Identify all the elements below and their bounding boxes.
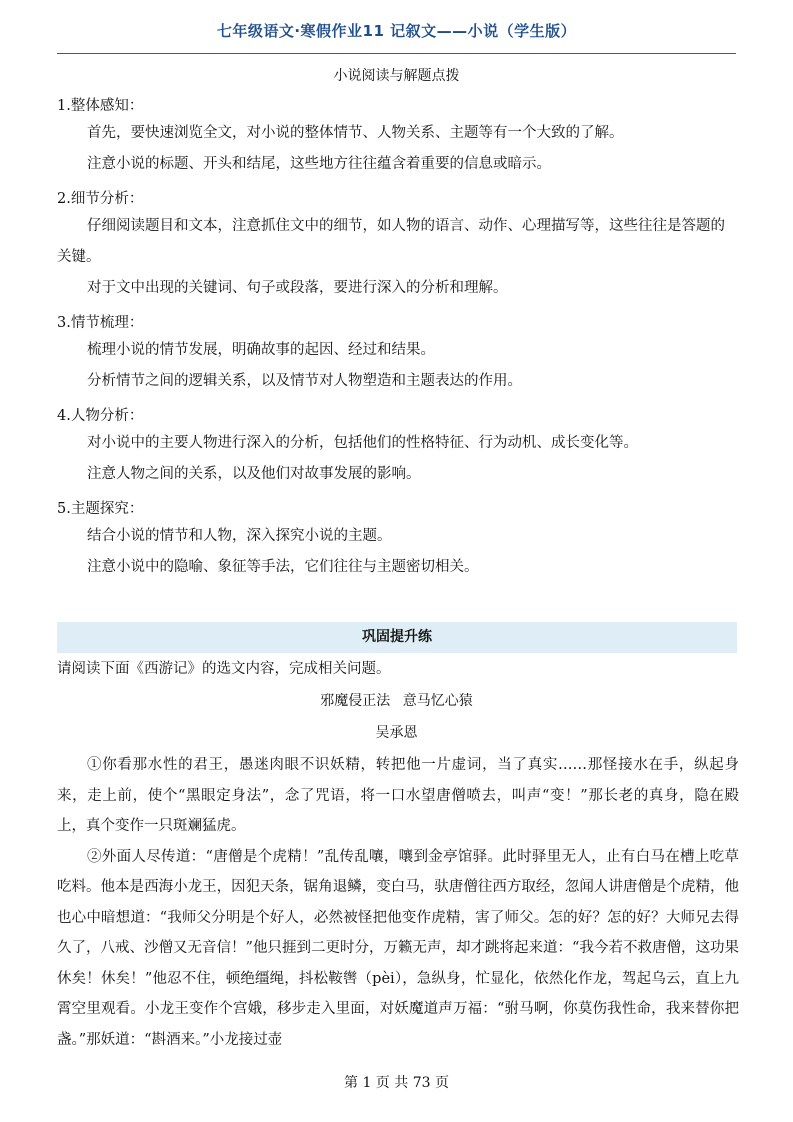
page-number: 第 1 页 共 73 页 [344, 1075, 449, 1091]
guide-item-1 [57, 94, 737, 180]
section-title: 小说阅读与解题点拨 [333, 68, 460, 84]
guide-paragraph: 注意小说中的隐喻、象征等手法，它们往往与主题密切相关。 [87, 559, 479, 575]
guide-paragraph: 分析情节之间的逻辑关系，以及情节对人物塑造和主题表达的作用。 [87, 373, 522, 389]
guide-paragraph: 首先，要快速浏览全文，对小说的整体情节、人物关系、主题等有一个大致的了解。 [87, 125, 624, 141]
guide-heading: 1.整体感知： [57, 98, 144, 114]
guide-content [57, 94, 737, 583]
story-author: 吴承恩 [375, 725, 418, 741]
guide-item-2 [57, 187, 737, 304]
guide-paragraph: 注意人物之间的关系，以及他们对故事发展的影响。 [87, 466, 421, 482]
reading-instruction: 请阅读下面《西游记》的选文内容，完成相关问题。 [57, 661, 391, 677]
guide-paragraph: 注意小说的标题、开头和结尾，这些地方往往蕴含着重要的信息或暗示。 [87, 156, 551, 172]
guide-item-5 [57, 497, 737, 583]
story-paragraph-1: ①你看那水性的君王，愚迷肉眼不识妖精，转把他一片虚词，当了真实……那怪接水在手，纵起身来，走上前，使个“黑眼定身法”，念了咒语，将一口水望唐僧喷去，叫声“变！”那长老的真身，隐在殿上，真个变作一只斑斓猛虎。 [57, 757, 739, 834]
guide-paragraph: 梳理小说的情节发展，明确故事的起因、经过和结果。 [87, 342, 435, 358]
guide-paragraph: 对小说中的主要人物进行深入的分析，包括他们的性格特征、行为动机、成长变化等。 [87, 435, 638, 451]
guide-item-4 [57, 404, 737, 490]
guide-paragraph: 仔细阅读题目和文本，注意抓住文中的细节，如人物的语言、动作、心理描写等，这些往往是答题的关键。 [57, 218, 725, 265]
story-paragraph-2: ②外面人尽传道：“唐僧是个虎精！”乱传乱嚷，嚷到金亭馆驿。此时驿里无人，止有白马在槽上吃草吃料。他本是西海小龙王，因犯天条，锯角退鳞，变白马，驮唐僧往西方取经，忽闻人讲唐僧是个虎精，他也心中暗想道：“我师父分明是个好人，必然被怪把他变作虎精，害了师父。怎的好？怎的好？大师兄去得久了，八戒、沙僧又无音信！”他只捱到二更时分，万籁无声，却才跳将起来道：“我今若不救唐僧，这功果休矣！休矣！”他忍不住，顿绝缰绳，抖松鞍辔（pèi），急纵身，忙显化，依然化作龙，驾起乌云，直上九霄空里观看。小龙王变作个宫娥，移步走入里面，对妖魔道声万福：“驸马啊，你莫伤我性命，我来替你把盏。”那妖道：“斟酒来。”小龙接过壶 [57, 848, 739, 1048]
guide-paragraph: 结合小说的情节和人物，深入探究小说的主题。 [87, 528, 392, 544]
guide-item-3 [57, 311, 737, 397]
guide-heading: 4.人物分析： [57, 408, 144, 424]
guide-heading: 2.细节分析： [57, 191, 144, 207]
story-title: 邪魔侵正法 意马忆心猿 [320, 693, 473, 709]
page-header-title: 七年级语文·寒假作业11 记叙文——小说（学生版） [216, 22, 577, 40]
section-band-title: 巩固提升练 [57, 622, 737, 653]
story-body [57, 750, 739, 1055]
header-rule [57, 53, 736, 54]
guide-paragraph: 对于文中出现的关键词、句子或段落，要进行深入的分析和理解。 [87, 280, 508, 296]
guide-heading: 5.主题探究： [57, 501, 144, 517]
guide-heading: 3.情节梳理： [57, 315, 144, 331]
